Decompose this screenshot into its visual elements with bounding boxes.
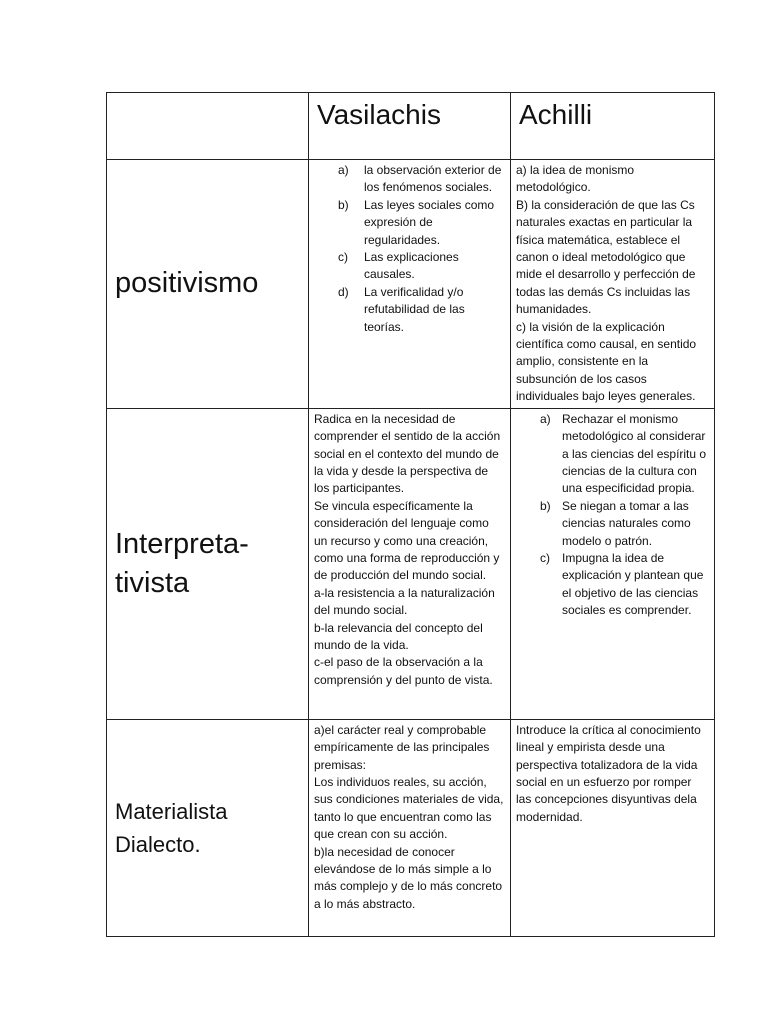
list-item: b) Se niegan a tomar a las ciencias naturales como modelo o patrón. xyxy=(540,498,691,548)
cell-positivismo-achilli xyxy=(511,160,715,409)
list-item: d) La verificalidad y/o refutabilidad de las teorías. xyxy=(338,284,465,334)
corner-cell xyxy=(107,93,309,160)
cell-interpretativista-vasilachis xyxy=(309,408,511,719)
paragraph: a)el carácter real y comprobable empíricamente de las principales premisas: xyxy=(314,722,490,772)
row-label-interpretativista: Interpreta-tivista xyxy=(107,408,309,719)
cell-interpretativista-achilli xyxy=(511,408,715,719)
paragraph: Los individuos reales, su acción, sus condiciones materiales de vida, tanto lo que encuentran como las que crean con su acción. xyxy=(314,774,504,842)
paragraph: Se vincula específicamente la consideración del lenguaje como un recurso y como una creación, como una forma de reproducción y de producción del mundo social. xyxy=(314,498,500,583)
row-interpretativista xyxy=(107,408,715,719)
row-positivismo xyxy=(107,160,715,409)
header-row xyxy=(107,93,715,160)
cell-materialista-achilli xyxy=(511,719,715,936)
header-vasilachis: Vasilachis xyxy=(309,93,511,160)
list-item: c) Impugna la idea de explicación y plantean que el objetivo de las ciencias sociales es comprender. xyxy=(540,550,704,618)
list-item: a) Rechazar el monismo metodológico al considerar a las ciencias del espíritu o ciencias de la cultura con una especificidad propia. xyxy=(540,411,707,496)
paragraph: a) la idea de monismo metodológico. xyxy=(516,163,635,195)
vasilachis-positivismo-list xyxy=(314,162,505,336)
paragraph: c) la visión de la explicación científica como causal, en sentido amplio, consistente en la subsunción de los casos individuales bajo leyes generales. xyxy=(516,319,697,404)
paragraph: a-la resistencia a la naturalización del mundo social. xyxy=(314,585,495,618)
paragraph: b-la relevancia del concepto del mundo de la vida. xyxy=(314,620,483,652)
row-materialista xyxy=(107,719,715,936)
row-label-materialista: Materialista Dialecto. xyxy=(107,719,309,936)
paragraph: Introduce la crítica al conocimiento lineal y empirista desde una perspectiva totalizadora de la vida social en un esfuerzo por romper las concepciones disyuntivas dela modernidad. xyxy=(516,722,701,824)
row-label-positivismo: positivismo xyxy=(107,160,309,409)
cell-positivismo-vasilachis xyxy=(309,160,511,409)
list-item: b) Las leyes sociales como expresión de regularidades. xyxy=(338,197,495,247)
cell-materialista-vasilachis xyxy=(309,719,511,936)
comparison-table xyxy=(106,92,715,937)
paragraph: b)la necesidad de conocer elevándose de lo más simple a lo más complejo y de lo más concreto a lo más abstracto. xyxy=(314,844,503,911)
list-item: a) la observación exterior de los fenómenos sociales. xyxy=(338,163,502,195)
achilli-interpretativista-list xyxy=(516,411,709,620)
paragraph: Radica en la necesidad de comprender el sentido de la acción social en el contexto del mundo de la vida y desde la perspectiva de los participantes. xyxy=(314,411,501,496)
paragraph: c-el paso de la observación a la comprensión y del punto de vista. xyxy=(314,655,493,687)
list-item: c) Las explicaciones causales. xyxy=(338,250,459,282)
paragraph: B) la consideración de que las Cs naturales exactas en particular la física matemática, establece el canon o ideal metodológico que mide el desarrollo y perfección de todas las demás Cs incluidas las humanidades. xyxy=(516,197,696,317)
header-achilli: Achilli xyxy=(511,93,715,160)
